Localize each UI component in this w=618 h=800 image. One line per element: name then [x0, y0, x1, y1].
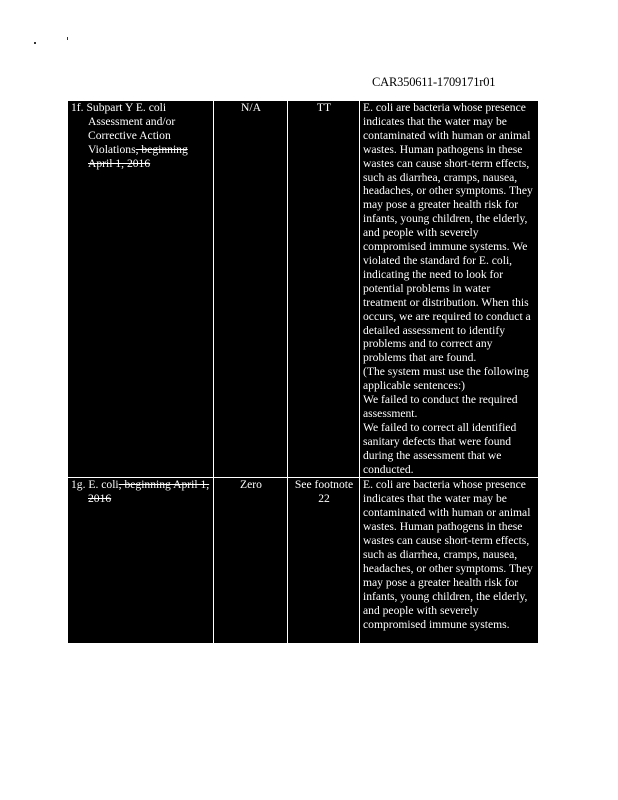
contaminant-cell — [68, 478, 214, 644]
health-effects-option: We failed to correct all identified sanitary defects that were found during the assessment that we conducted. — [363, 420, 517, 476]
mclg-cell — [288, 478, 360, 644]
contaminant-table — [67, 100, 539, 644]
mclg-cell — [288, 101, 360, 478]
health-effects-cell — [360, 478, 539, 644]
contaminant-cell — [68, 101, 214, 478]
mclg-value: See footnote 22 — [294, 478, 354, 506]
document-id: CAR350611-1709171r01 — [372, 75, 496, 89]
mcl-cell — [214, 101, 288, 478]
table-row — [68, 101, 539, 478]
contaminant-name: 1g. E. coli — [71, 478, 119, 492]
scan-speck — [67, 37, 68, 40]
mcl-cell — [214, 478, 288, 644]
mcl-value: Zero — [240, 478, 262, 492]
health-effects-text: E. coli are bacteria whose presence indicates that the water may be contaminated with human or animal wastes. Human pathogens in these wastes can cause short-term effects, such as diarrhea, cramps, nausea, headaches, or other symptoms. They may pose a greater health risk for infants, young children, the elderly, and people with severely compromised immune systems. — [363, 478, 533, 631]
health-effects-note: (The system must use the following applicable sentences:) — [363, 365, 529, 393]
health-effects-cell — [360, 101, 539, 478]
contaminant-struck-text: , beginning April 1, 2016 — [88, 478, 210, 506]
table-row — [68, 478, 539, 644]
health-effects-option: We failed to conduct the required assessment. — [363, 393, 518, 420]
contaminant-name: 1f. Subpart Y E. coli Assessment and/or Corrective Action Violations — [71, 101, 176, 156]
health-effects-text: E. coli are bacteria whose presence indicates that the water may be contaminated with human or animal wastes. Human pathogens in these wastes can cause short-term effects, such as diarrhea, cramps, nausea, headaches, or other symptoms. They may pose a greater health risk for infants, young children, the elderly, and people with severely compromised immune systems. We violated the standard for E. coli, indicating the need to look for potential problems in water treatment or distribution. When this occurs, we are required to conduct a detailed assessment to identify problems and to correct any problems that are found. — [363, 101, 533, 365]
scan-speck — [34, 42, 36, 44]
contaminant-struck-text: , beginning April 1, 2016 — [88, 142, 188, 170]
mcl-value: N/A — [241, 101, 261, 114]
mclg-value: TT — [316, 101, 332, 114]
